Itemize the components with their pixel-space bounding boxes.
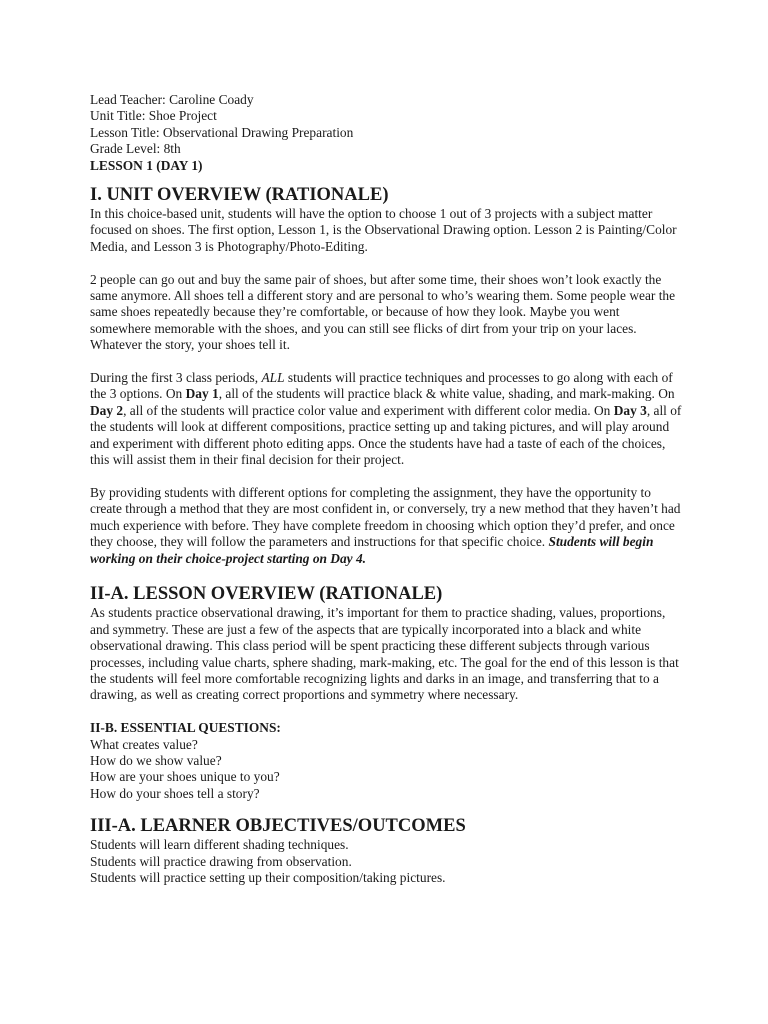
lesson-day: LESSON 1 (DAY 1) xyxy=(90,157,203,173)
lesson-overview-heading: II-A. LESSON OVERVIEW (RATIONALE) xyxy=(90,584,443,605)
essential-questions-heading: II-B. ESSENTIAL QUESTIONS: xyxy=(90,720,281,736)
essential-question: How are your shoes unique to you? xyxy=(90,769,280,785)
lesson-overview-paragraph: As students practice observational drawing, it’s important for them to practice shading, values, proportions, and symmetry. These are just a few of the aspects that are typically incorporated into a black and white observational drawing. This class period will be spent practicing these different subjects through various processes, including value charts, sphere shading, mark-making, etc. The goal for the end of this lesson is that the students will feel more comfortable recognizing lights and darks in an image, and transferring that to a drawing, as well as creating correct proportions and symmetry where necessary. xyxy=(90,605,679,703)
unit-title: Unit Title: Shoe Project xyxy=(90,108,217,124)
essential-question: How do we show value? xyxy=(90,752,222,768)
document-page xyxy=(90,92,682,886)
unit-overview-paragraph-2: 2 people can go out and buy the same pair of shoes, but after some time, their shoes won’t look exactly the same anymore. All shoes tell a different story and are personal to who’s wearing them. Some people wear the same shoes repeatedly because they’re comfortable, or because of how they look. Maybe you went somewhere memorable with the shoes, and you can still see flicks of dirt from your trip on your laces. Whatever the story, your shoes tell it. xyxy=(90,271,676,353)
unit-overview-paragraph-4 xyxy=(90,485,682,567)
p4-choice-project-emphasis: Students will begin working on their choice-project starting on Day 4. xyxy=(90,534,654,566)
p3-day-3: Day 3 xyxy=(613,402,647,418)
lead-teacher: Lead Teacher: Caroline Coady xyxy=(90,92,254,107)
grade-level: Grade Level: 8th xyxy=(90,141,181,157)
p3-text-b: students will practice techniques and processes to go along with each of the 3 options. On xyxy=(90,370,673,402)
p4-text-a: By providing students with different options for completing the assignment, they have the opportunity to create through a method that they are most confident in, or conversely, try a new method that they haven’t had much experience with before. They have complete freedom in choosing which option they’d prefer, and once they choose, they will follow the parameters and instructions for that specific choice. xyxy=(90,484,681,550)
p3-text-a: During the first 3 class periods, xyxy=(90,370,262,386)
unit-overview-heading: I. UNIT OVERVIEW (RATIONALE) xyxy=(90,185,389,206)
lesson-title: Lesson Title: Observational Drawing Preparation xyxy=(90,124,354,140)
p3-text-d: , all of the students will practice color value and experiment with different color media. On xyxy=(123,402,614,418)
essential-question: How do your shoes tell a story? xyxy=(90,785,260,801)
essential-questions-list xyxy=(90,737,682,803)
learner-objective: Students will practice setting up their composition/taking pictures. xyxy=(90,869,446,885)
p3-day-2: Day 2 xyxy=(90,402,124,418)
p3-all-emphasis: ALL xyxy=(261,370,285,386)
essential-question: What creates value? xyxy=(90,736,198,752)
learner-objectives-heading: III-A. LEARNER OBJECTIVES/OUTCOMES xyxy=(90,816,466,837)
lesson-meta xyxy=(90,92,682,174)
unit-overview-paragraph-3 xyxy=(90,370,682,468)
p3-text-e: , all of the students will look at different compositions, practice setting up and taking pictures, and will play around and experiment with different photo editing apps. Once the students have had a taste of each of the choices, this will assist them in their final decision for their project. xyxy=(90,402,682,468)
p3-text-c: , all of the students will practice black & white value, shading, and mark-making. On xyxy=(218,386,675,402)
learner-objectives-list xyxy=(90,837,682,886)
unit-overview-paragraph-1: In this choice-based unit, students will have the option to choose 1 out of 3 projects with a subject matter focused on shoes. The first option, Lesson 1, is the Observational Drawing option. Lesson 2 is Painting/Color Media, and Lesson 3 is Photography/Photo-Editing. xyxy=(90,206,677,254)
learner-objective: Students will practice drawing from observation. xyxy=(90,853,352,869)
learner-objective: Students will learn different shading techniques. xyxy=(90,837,349,853)
p3-day-1: Day 1 xyxy=(185,386,219,402)
